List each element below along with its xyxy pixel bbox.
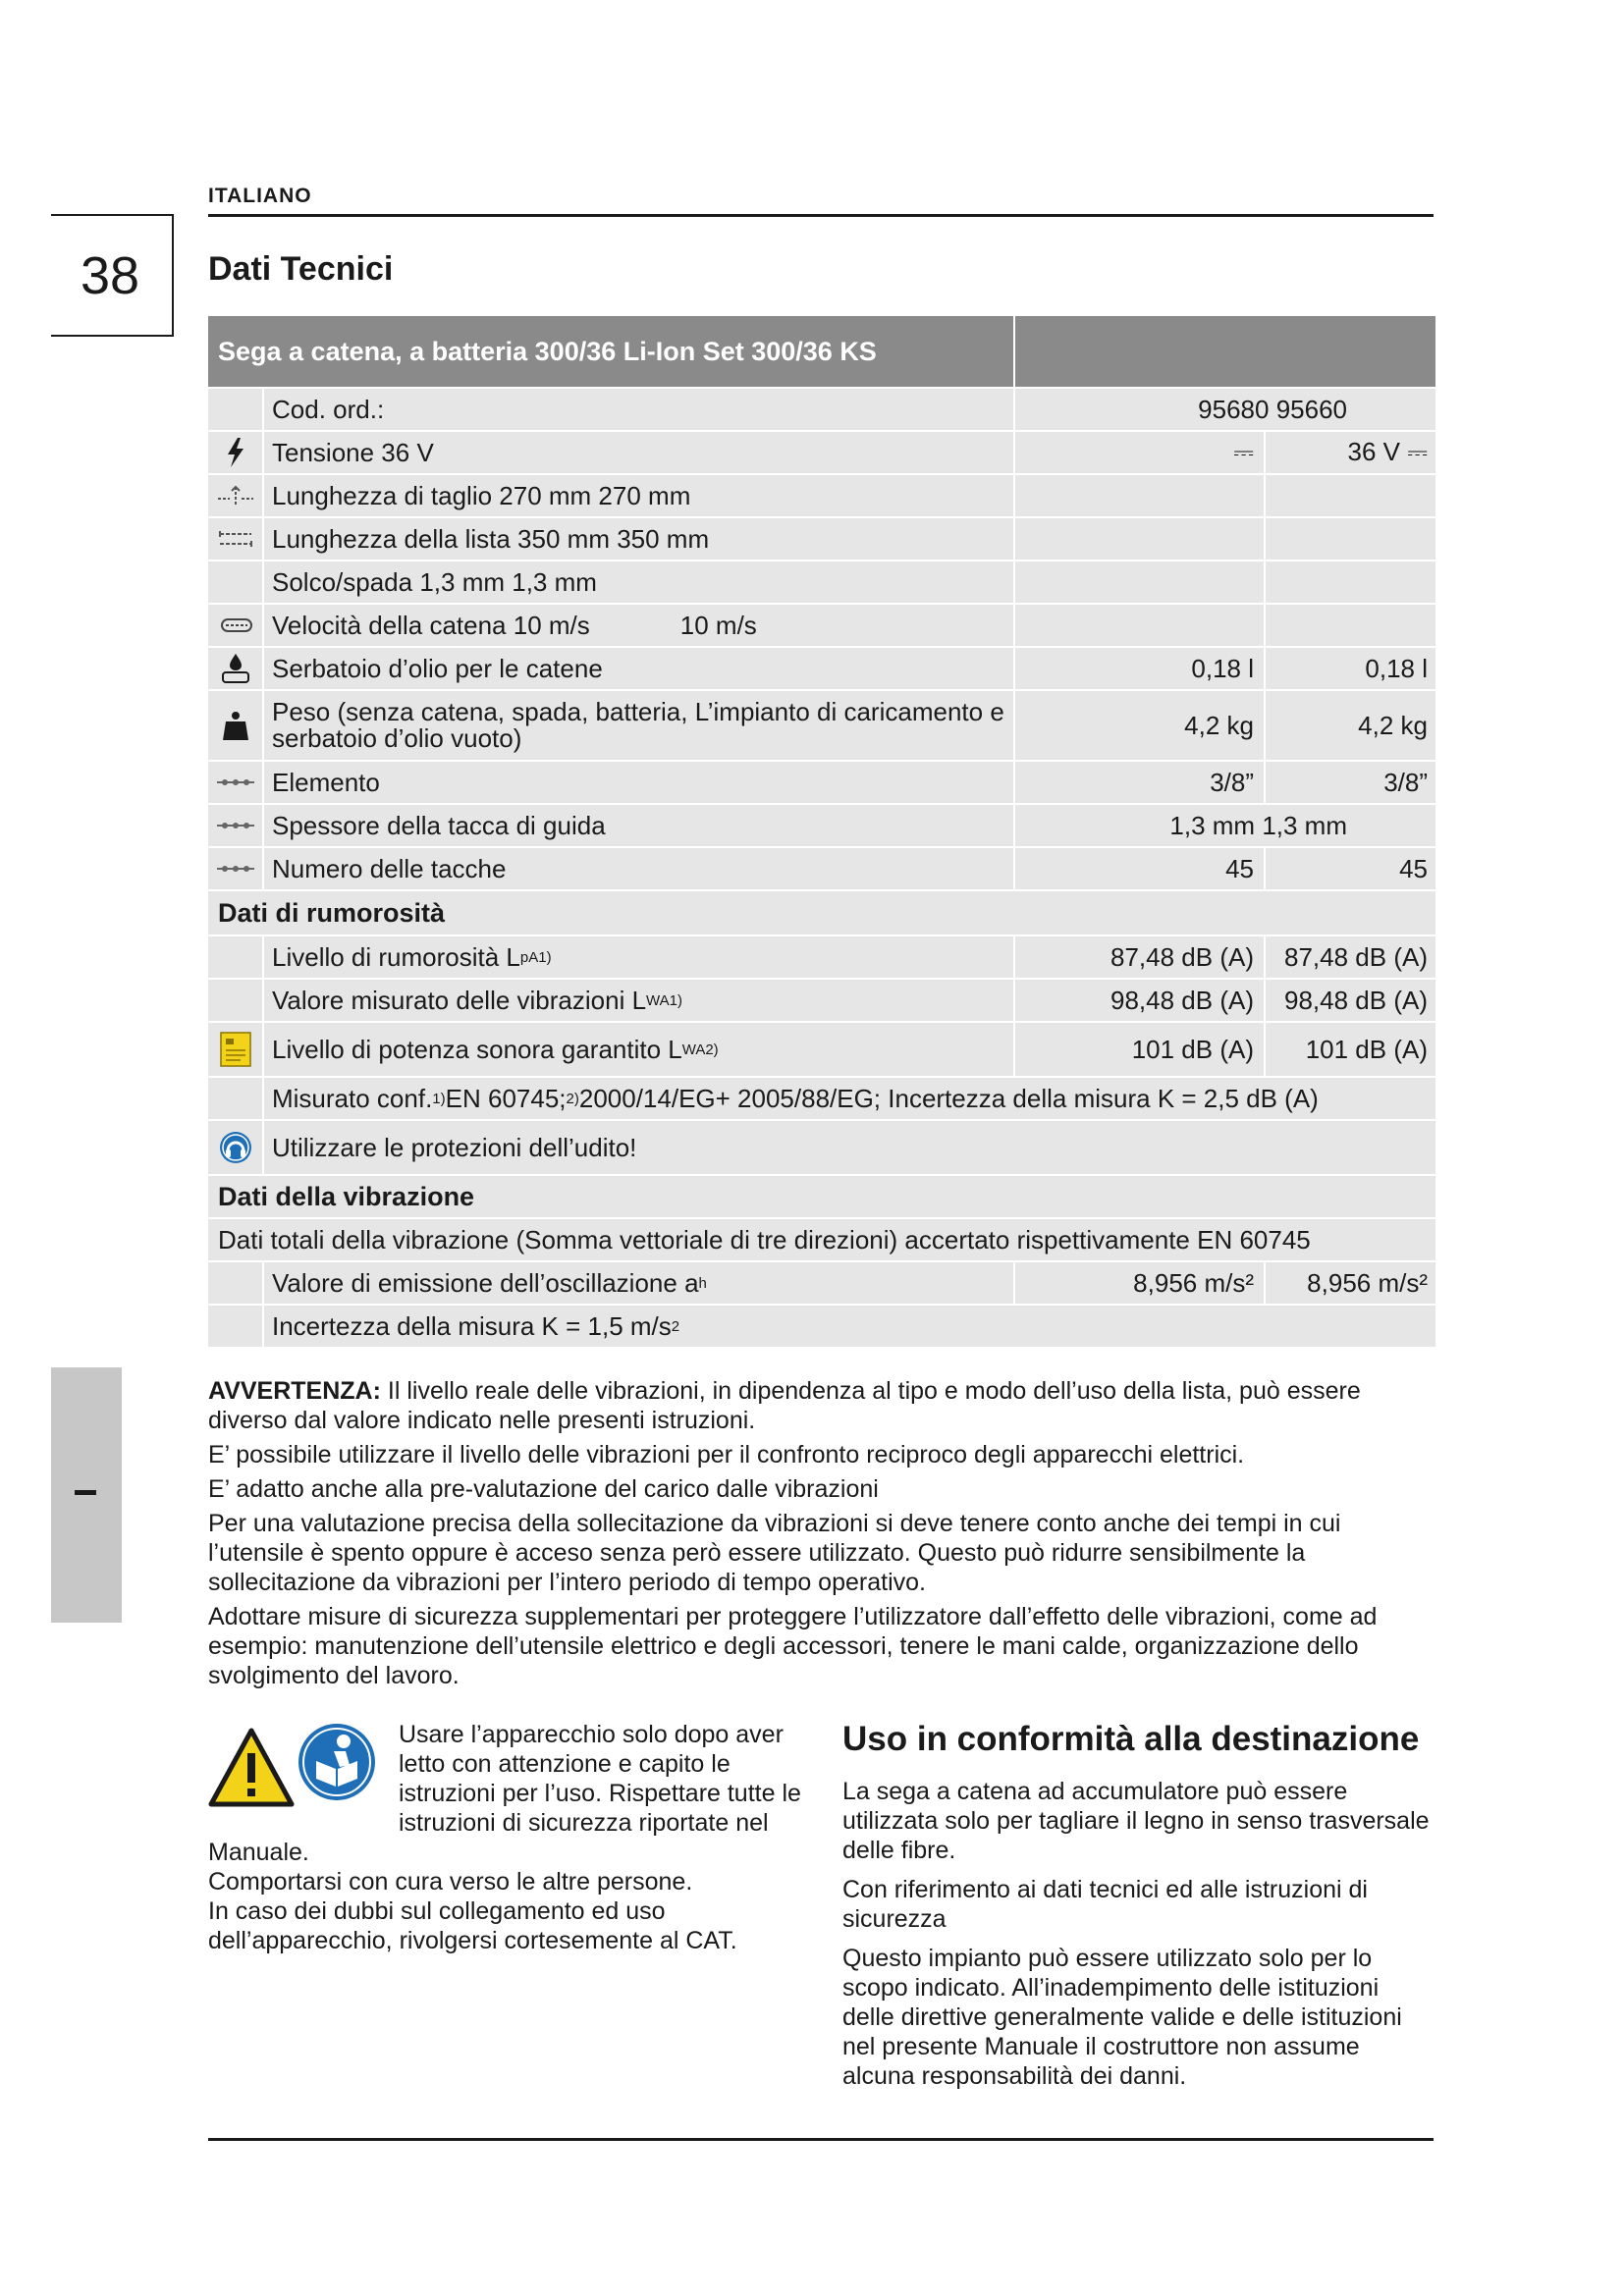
table-row bbox=[208, 1304, 1435, 1347]
chain-speed-icon bbox=[208, 605, 262, 646]
row-value-1: 8,956 m/s² bbox=[1013, 1262, 1264, 1304]
row-extra-value: 10 m/s bbox=[679, 610, 757, 640]
cut-length-icon bbox=[208, 475, 262, 516]
lightning-icon bbox=[208, 432, 262, 473]
table-row bbox=[208, 473, 1435, 516]
intended-use-section: Uso in conformità alla destinazione La sega a catena ad accumulatore può essere utilizzata solo per tagliare il legno in senso trasversale delle fibre. Con riferimento ai dati tecnici ed alle istruzioni di sicurezza Questo impianto può essere utilizzato solo per lo scopo indicato. All’inadempimento delle istituzioni delle direttive generalmente valide e delle istituzioni nel presente Manuale il costruttore non assume alcuna responsabilità dei danni. bbox=[842, 1720, 1434, 2101]
row-label: Lunghezza della lista 350 mm 350 mm bbox=[262, 518, 1013, 560]
chain-link-icon bbox=[208, 805, 262, 846]
table-row bbox=[208, 803, 1435, 846]
table-row bbox=[208, 516, 1435, 560]
table-row bbox=[208, 1021, 1435, 1076]
product-title: Sega a catena, a batteria 300/36 Li-Ion Set 300/36 KS bbox=[218, 336, 877, 366]
bar-length-icon bbox=[208, 518, 262, 560]
row-label: Velocità della catena 10 m/s 10 m/s bbox=[262, 605, 1013, 646]
ear-protection-icon bbox=[208, 1121, 262, 1174]
row-value-2: 45 bbox=[1264, 848, 1435, 889]
warning-label: AVVERTENZA: bbox=[208, 1377, 381, 1405]
tech-data-table bbox=[208, 316, 1435, 1347]
row-label: Serbatoio d’olio per le catene bbox=[262, 648, 1013, 689]
row-label: Valore di emissione dell’oscillazione a h bbox=[262, 1262, 1013, 1304]
row-value-1: 45 bbox=[1013, 848, 1264, 889]
row-value-2: 0,18 l bbox=[1264, 648, 1435, 689]
hearing-protection-note: Utilizzare le protezioni dell’udito! bbox=[262, 1121, 1435, 1174]
manual-notice: Usare l’apparecchio solo dopo aver letto con attenzione e capito le istruzioni per l’uso. Rispettare tutte le istruzioni di sicurezza riportate nel Manuale. Comportarsi con cura verso le altre persone. In caso dei dubbi sul collegamento ed uso dell’apparecchio, rivolgersi cortesemente al CAT. bbox=[208, 1721, 801, 1954]
row-label: Elemento bbox=[262, 762, 1013, 803]
sound-power-label-icon bbox=[208, 1023, 262, 1076]
side-tab bbox=[51, 1367, 122, 1623]
row-value-2: 101 dB (A) bbox=[1264, 1023, 1435, 1076]
row-label: Lunghezza di taglio 270 mm 270 mm bbox=[262, 475, 1013, 516]
intended-use-heading: Uso in conformità alla destinazione bbox=[842, 1720, 1420, 1758]
vibration-heading: Dati della vibrazione bbox=[218, 1181, 475, 1211]
row-label: Livello di rumorosità L pA 1) bbox=[262, 936, 1013, 978]
row-value-2: 87,48 dB (A) bbox=[1264, 936, 1435, 978]
row-label: Cod. ord.: bbox=[262, 389, 1013, 430]
vibration-warning: AVVERTENZA: Il livello reale delle vibrazioni, in dipendenza al tipo e modo dell’uso della lista, può essere diverso dal valore indicato nelle presenti istruzioni. E’ possibile utilizzare il livello delle vibrazioni per il confronto reciproco degli apparecchi elettrici. E’ adatto anche alla pre-valutazione del carico dalle vibrazioni Per una valutazione precisa della sollecitazione da vibrazioni si deve tenere conto anche dei tempi in cui l’utensile è spento oppure è acceso senza però essere utilizzato. Questo può ridurre sensibilmente la sollecitazione da vibrazioni per l’intero periodo di tempo operativo. Adottare misure di sicurezza supplementari per proteggere l’utilizzatore dall’effetto delle vibrazioni, come ad esempio: manutenzione dell’utensile elettrico e degli accessori, tenere le mani calde, organizzazione dello svolgimento del lavoro. bbox=[208, 1377, 1378, 1689]
row-label: Tensione 36 V bbox=[262, 432, 1013, 473]
table-row bbox=[208, 430, 1435, 473]
header-rule bbox=[208, 214, 1434, 217]
table-row bbox=[208, 387, 1435, 430]
row-value-2: 8,956 m/s² bbox=[1264, 1262, 1435, 1304]
row-value-1: 98,48 dB (A) bbox=[1013, 980, 1264, 1021]
table-row bbox=[208, 1217, 1435, 1260]
row-label: Livello di potenza sonora garantito L WA 2) bbox=[262, 1023, 1013, 1076]
row-label: Numero delle tacche bbox=[262, 848, 1013, 889]
row-label: Incertezza della misura K = 1,5 m/s 2 bbox=[262, 1306, 1435, 1347]
table-row bbox=[208, 978, 1435, 1021]
row-value-1: 101 dB (A) bbox=[1013, 1023, 1264, 1076]
table-row bbox=[208, 1076, 1435, 1119]
warning-triangle-icon bbox=[208, 1728, 295, 1808]
row-value: 95680 95660 bbox=[1013, 389, 1435, 430]
row-value-2: 4,2 kg bbox=[1264, 691, 1435, 760]
row-value-2: 3/8” bbox=[1264, 762, 1435, 803]
row-label: Solco/spada 1,3 mm 1,3 mm bbox=[262, 561, 1013, 603]
read-manual-icon bbox=[297, 1722, 377, 1802]
table-row bbox=[208, 760, 1435, 803]
vibration-total-note: Dati totali della vibrazione (Somma vettoriale di tre direzioni) accertato rispettivamente EN 60745 bbox=[218, 1224, 1311, 1255]
side-tab-dash bbox=[75, 1490, 96, 1495]
page-number: 38 bbox=[80, 246, 140, 305]
footer-rule bbox=[208, 2138, 1434, 2141]
chain-link-icon bbox=[208, 762, 262, 803]
table-row bbox=[208, 646, 1435, 689]
row-label: Spessore della tacca di guida bbox=[262, 805, 1013, 846]
table-row bbox=[208, 1119, 1435, 1174]
table-row bbox=[208, 934, 1435, 978]
row-label: Peso (senza catena, spada, batteria, L’impianto di caricamento e serbatoio d’olio vuoto) bbox=[262, 691, 1013, 760]
row-label: Valore misurato delle vibrazioni L WA 1) bbox=[262, 980, 1013, 1021]
section-heading-row bbox=[208, 1174, 1435, 1217]
table-row bbox=[208, 689, 1435, 760]
row-value-1: 0,18 l bbox=[1013, 648, 1264, 689]
table-row bbox=[208, 846, 1435, 889]
measurement-standards: Misurato conf. 1) EN 60745; 2) 2000/14/EG+ 2005/88/EG; Incertezza della misura K = 2,5 dB (A) bbox=[262, 1078, 1435, 1119]
weight-icon bbox=[208, 691, 262, 760]
page-title: Dati Tecnici bbox=[208, 250, 394, 288]
table-row bbox=[208, 560, 1435, 603]
table-header-row bbox=[208, 316, 1435, 387]
table-row bbox=[208, 603, 1435, 646]
row-value-2: 36 V ⎓ bbox=[1264, 432, 1435, 473]
noise-heading: Dati di rumorosità bbox=[218, 897, 446, 928]
row-value-1: 3/8” bbox=[1013, 762, 1264, 803]
table-row bbox=[208, 1260, 1435, 1304]
row-value-1: 87,48 dB (A) bbox=[1013, 936, 1264, 978]
row-value-1: ⎓ bbox=[1013, 432, 1264, 473]
row-value-1: 4,2 kg bbox=[1013, 691, 1264, 760]
oil-tank-icon bbox=[208, 648, 262, 689]
language-label: ITALIANO bbox=[208, 185, 312, 207]
row-value-2: 98,48 dB (A) bbox=[1264, 980, 1435, 1021]
chain-link-icon bbox=[208, 848, 262, 889]
section-heading-row bbox=[208, 889, 1435, 934]
row-value: 1,3 mm 1,3 mm bbox=[1013, 805, 1435, 846]
